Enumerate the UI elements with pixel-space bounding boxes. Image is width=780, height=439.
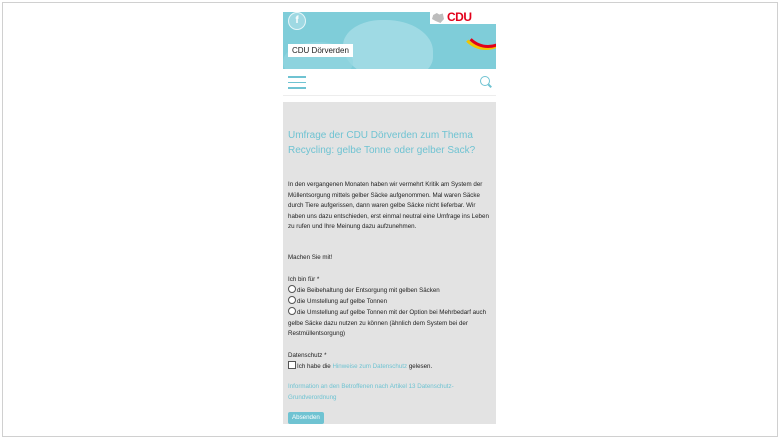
radio-button[interactable] bbox=[288, 285, 296, 293]
privacy-label: Datenschutz * bbox=[288, 352, 327, 359]
privacy-checkbox[interactable] bbox=[288, 361, 296, 369]
survey-title: Umfrage der CDU Dörverden zum Thema Recycling: gelbe Tonne oder gelber Sack? bbox=[288, 130, 476, 156]
mobile-page bbox=[283, 12, 496, 424]
site-title[interactable]: CDU Dörverden bbox=[288, 44, 353, 57]
option-label[interactable]: die Beibehaltung der Entsorgung mit gelben Säcken bbox=[297, 287, 440, 294]
option-row[interactable] bbox=[288, 285, 493, 297]
submit-button[interactable]: Absenden bbox=[288, 412, 324, 424]
privacy-link[interactable]: Hinweise zum Datenschutz bbox=[332, 363, 408, 370]
survey-form bbox=[283, 102, 496, 424]
radio-button[interactable] bbox=[288, 296, 296, 304]
info-link[interactable]: Information an den Betroffenen nach Artikel 13 Datenschutz-Grundverordnung bbox=[288, 383, 454, 401]
privacy-suffix: gelesen. bbox=[408, 363, 433, 370]
cdu-logo[interactable] bbox=[430, 12, 496, 46]
option-row[interactable] bbox=[288, 307, 493, 340]
call-to-action: Machen Sie mit! bbox=[288, 254, 333, 261]
logo-text: CDU bbox=[447, 12, 472, 24]
site-header bbox=[283, 12, 496, 69]
option-row[interactable] bbox=[288, 296, 493, 308]
survey-intro: In den vergangenen Monaten haben wir vermehrt Kritik am System der Müllentsorgung mittels gelber Säcke aufgenommen. Mal waren Säcke durch Tiere aufgerissen, dann waren gelbe Säcke nicht lieferbar. Wir haben uns dazu entschieden, erst einmal neutral eine Umfrage ins Leben zu rufen und Ihre Meinung dazu aufzunehmen. bbox=[288, 181, 489, 230]
option-label[interactable]: die Umstellung auf gelbe Tonnen bbox=[297, 298, 388, 305]
privacy-row[interactable] bbox=[288, 361, 493, 373]
search-icon[interactable] bbox=[480, 76, 490, 86]
privacy-prefix: Ich habe die bbox=[297, 363, 331, 370]
facebook-icon[interactable]: f bbox=[288, 12, 306, 30]
option-label[interactable]: die Umstellung auf gelbe Tonnen mit der Option bei Mehrbedarf auch gelbe Säcke dazu nutzen zu können (ähnlich dem System bei der Restmüllentsorgung) bbox=[288, 309, 487, 337]
radio-button[interactable] bbox=[288, 307, 296, 315]
navigation-bar bbox=[283, 69, 496, 96]
header-map-shape bbox=[343, 20, 433, 69]
choice-label: Ich bin für * bbox=[288, 276, 320, 283]
menu-icon[interactable] bbox=[288, 76, 306, 88]
